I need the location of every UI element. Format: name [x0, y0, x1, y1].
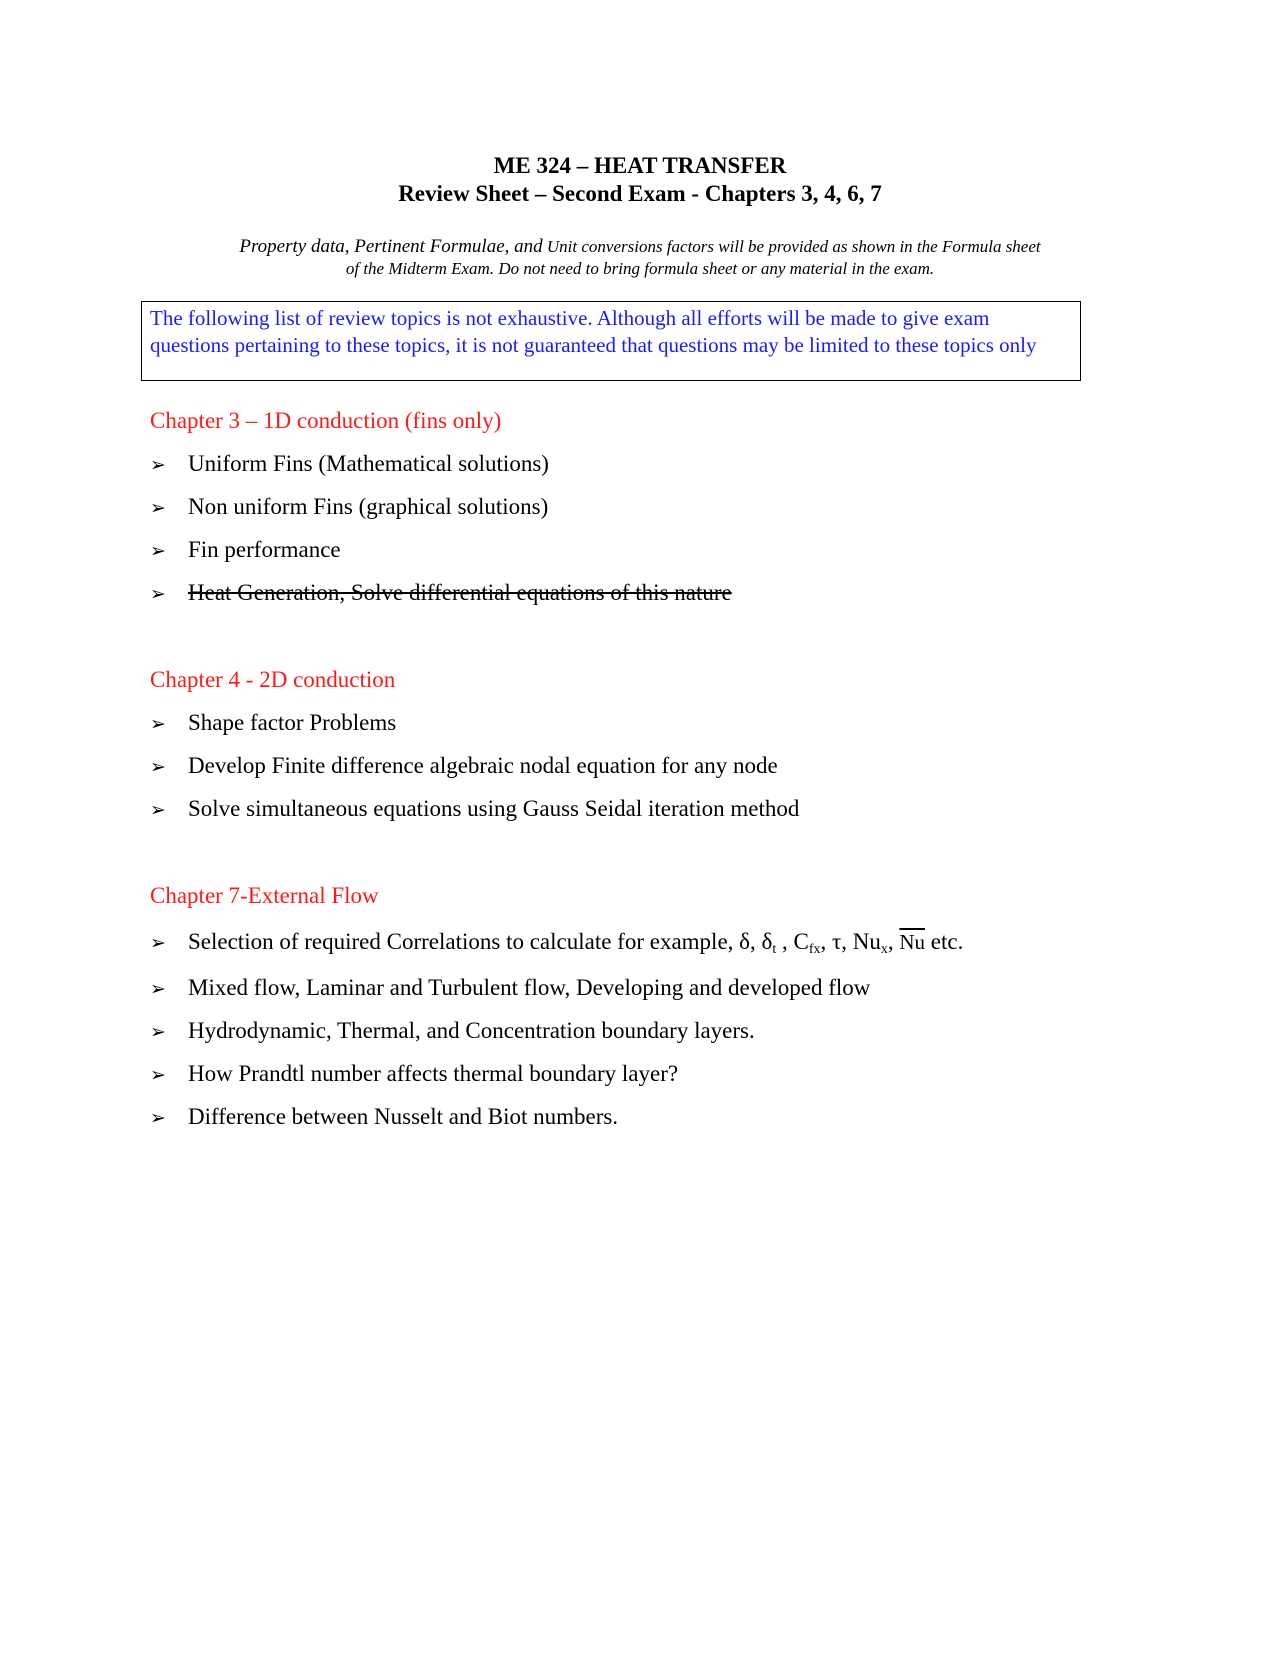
separator-text: , C — [776, 929, 809, 954]
cf-subscript: fx — [808, 942, 821, 957]
document-title: ME 324 – HEAT TRANSFER — [493, 153, 787, 178]
list-item — [150, 795, 799, 824]
arrow-bullet-icon: ➢ — [150, 1107, 166, 1129]
arrow-bullet-icon: ➢ — [150, 1021, 166, 1043]
arrow-bullet-icon: ➢ — [150, 540, 166, 562]
list-item-text: Selection of required Correlations to calculate for example, — [188, 929, 740, 954]
list-item-text: Uniform Fins (Mathematical solutions) — [188, 451, 549, 476]
list-item — [150, 450, 549, 479]
delta-subscript: t — [772, 942, 777, 957]
arrow-bullet-icon: ➢ — [150, 1064, 166, 1086]
list-item — [150, 752, 778, 781]
list-item — [150, 709, 396, 738]
separator-text: , — [887, 929, 900, 954]
formula-note-line2: of the Midterm Exam. Do not need to bring formula sheet or any material in the exam. — [345, 259, 935, 278]
list-item — [150, 536, 341, 565]
list-item — [150, 493, 548, 522]
list-item — [150, 928, 963, 957]
arrow-bullet-icon: ➢ — [150, 583, 166, 605]
nu-bar-symbol: $\overline{Nu}$ — [899, 930, 926, 954]
document-subtitle: Review Sheet – Second Exam - Chapters 3, 4, 6, 7 — [398, 181, 882, 206]
list-item-struck — [150, 579, 732, 608]
chapter-3-heading: Chapter 3 – 1D conduction (fins only) — [150, 408, 502, 433]
formula-note — [140, 236, 1140, 280]
formula-note-part1: Property data, Pertinent Formulae, and — [239, 236, 543, 257]
separator-text: , τ, Nu — [820, 929, 881, 954]
list-item — [150, 974, 870, 1003]
arrow-bullet-icon: ➢ — [150, 713, 166, 735]
list-item-text: Fin performance — [188, 537, 341, 562]
chapter-7-heading: Chapter 7-External Flow — [150, 883, 379, 908]
delta-symbols: δ, δ — [739, 929, 773, 954]
arrow-bullet-icon: ➢ — [150, 497, 166, 519]
formula-note-part2: Unit conversions factors will be provided as shown in the Formula sheet — [542, 237, 1041, 256]
list-item-text: Difference between Nusselt and Biot numbers. — [188, 1104, 619, 1129]
list-item-text: Non uniform Fins (graphical solutions) — [188, 494, 549, 519]
nu-subscript: x — [880, 942, 888, 957]
disclaimer-box: The following list of review topics is not exhaustive. Although all efforts will be made to give exam questions pertaining to these topics, it is not guaranteed that questions may be limited to these topics only — [141, 301, 1081, 381]
list-item-text: Solve simultaneous equations using Gauss Seidal iteration method — [188, 796, 800, 821]
list-item-text: Hydrodynamic, Thermal, and Concentration boundary layers. — [188, 1018, 755, 1043]
list-item-text: Mixed flow, Laminar and Turbulent flow, Developing and developed flow — [188, 975, 871, 1000]
list-item-text: How Prandtl number affects thermal boundary layer? — [188, 1061, 679, 1086]
arrow-bullet-icon: ➢ — [150, 978, 166, 1000]
list-item — [150, 1060, 678, 1089]
chapter-4-heading: Chapter 4 - 2D conduction — [150, 667, 396, 692]
list-item — [150, 1017, 755, 1046]
arrow-bullet-icon: ➢ — [150, 756, 166, 778]
list-item-text: Develop Finite difference algebraic nodal equation for any node — [188, 753, 778, 778]
arrow-bullet-icon: ➢ — [150, 454, 166, 476]
arrow-bullet-icon: ➢ — [150, 799, 166, 821]
list-item — [150, 1103, 618, 1132]
arrow-bullet-icon: ➢ — [150, 932, 166, 954]
list-item-tail: etc. — [925, 929, 964, 954]
list-item-text: Shape factor Problems — [188, 710, 397, 735]
list-item-text: Heat Generation, Solve differential equations of this nature — [188, 580, 732, 605]
